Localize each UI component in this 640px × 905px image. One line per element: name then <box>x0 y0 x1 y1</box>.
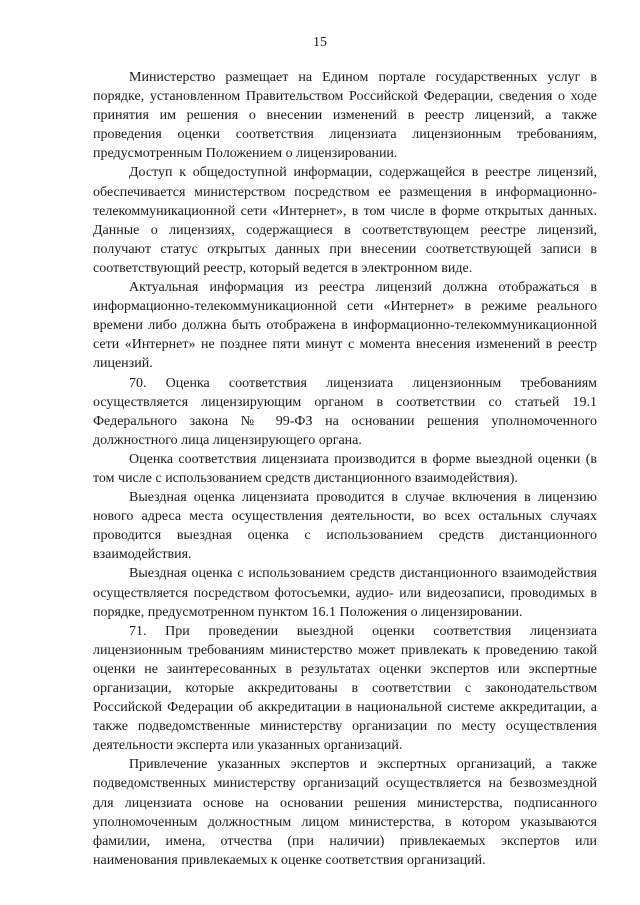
paragraph-onsite-assessment: Выездная оценка лицензиата проводится в случае включения в лицензию нового адреса места осуществления деятельности, во всех остальных случаях проводится выездная оценка с использованием средств дистанционного взаимодействия. <box>93 490 597 563</box>
paragraph-portal-info: Министерство размещает на Едином портале государственных услуг в порядке, установленном Правительством Российской Федерации, сведения о ходе принятия им решения о внесении изменений в реестр лицензий, а также проведения оценки соответствия лицензиата лицензионным требованиям, предусмотренным Положением о лицензировании. <box>93 70 597 162</box>
page-number: 15 <box>313 35 327 50</box>
document-body <box>93 68 597 870</box>
paragraph-experts-involvement: Привлечение указанных экспертов и экспертных организаций, а также подведомственных министерству организаций осуществляется на безвозмездной для лицензиата основе на основании решения министерства, подписанного уполномоченным должностным лицом министерства, в котором указываются фамилии, имена, отчества (при наличии) привлекаемых экспертов или наименования привлекаемых к оценке соответствия организаций. <box>93 757 597 868</box>
paragraph-public-access: Доступ к общедоступной информации, содержащейся в реестре лицензий, обеспечивается министерством посредством ее размещения в информационно-телекоммуникационной сети «Интернет», в том числе в форме открытых данных. Данные о лицензиях, содержащиеся в соответствующем реестре лицензий, получают статус открытых данных при внесении соответствующей записи в соответствующий реестр, который ведется в электронном виде. <box>93 165 597 276</box>
paragraph-actual-info: Актуальная информация из реестра лицензий должна отображаться в информационно-телекоммуникационной сети «Интернет» в режиме реального времени либо должна быть отображена в информационно-телекоммуникационной сети «Интернет» не позднее пяти минут с момента внесения изменений в реестр лицензий. <box>93 280 597 372</box>
paragraph-assessment-form: Оценка соответствия лицензиата производится в форме выездной оценки (в том числе с использованием средств дистанционного взаимодействия). <box>93 451 597 486</box>
paragraph-remote-assessment: Выездная оценка с использованием средств дистанционного взаимодействия осуществляется посредством фотосъемки, аудио- или видеозаписи, проводимых в порядке, предусмотренном пунктом 16.1 Положения о лицензировании. <box>93 566 597 620</box>
paragraph-clause-71: 71. При проведении выездной оценки соответствия лицензиата лицензионным требованиям министерство может привлекать к проведению такой оценки не заинтересованных в результатах оценки экспертов или экспертные организации, которые аккредитованы в соответствии с законодательством Российской Федерации об аккредитации в национальной системе аккредитации, а также подведомственные министерству организации по месту осуществления деятельности эксперта или указанных организаций. <box>93 623 597 754</box>
paragraph-clause-70: 70. Оценка соответствия лицензиата лицензионным требованиям осуществляется лицензирующим органом в соответствии со статьей 19.1 Федерального закона № 99-ФЗ на основании решения уполномоченного должностного лица лицензирующего органа. <box>93 375 597 448</box>
